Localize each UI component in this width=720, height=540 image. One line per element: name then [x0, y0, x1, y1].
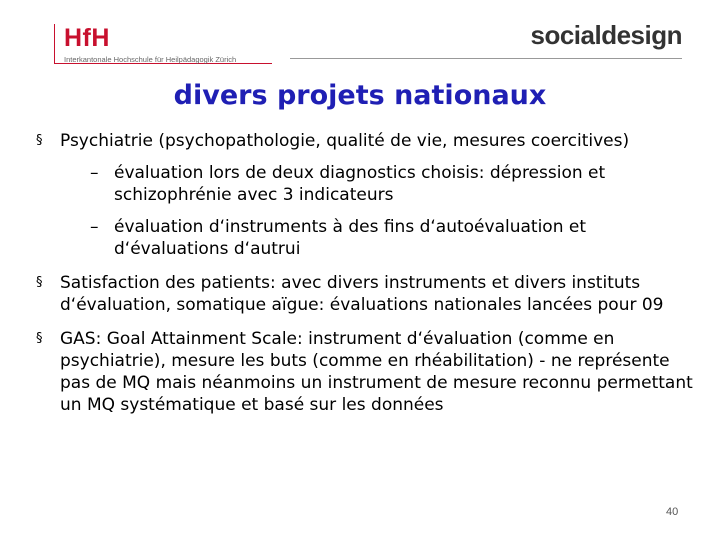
slide-title: divers projets nationaux [173, 80, 547, 111]
bullet-item [36, 130, 696, 260]
bullet-marker: § [36, 331, 43, 346]
hfh-logo [64, 24, 324, 64]
left-logo-vertical-rule [54, 24, 55, 64]
bullet-item [36, 328, 696, 416]
bullet-marker: § [36, 275, 43, 290]
bullet-item [36, 272, 696, 316]
dash-marker: – [90, 163, 99, 183]
sub-bullet-text: évaluation lors de deux diagnostics choisis: dépression et schizophrénie avec 3 indicateurs [114, 163, 606, 205]
dash-marker: – [90, 217, 99, 237]
bullet-text: Satisfaction des patients: avec divers instruments et divers instituts d‘évaluation, somatique aïgue: évaluations nationales lancées pour 09 [60, 273, 664, 315]
bullet-marker: § [36, 133, 43, 148]
bullet-text: Psychiatrie (psychopathologie, qualité de vie, mesures coercitives) [60, 131, 630, 151]
sub-bullet-item [60, 162, 696, 206]
slide-content [36, 130, 696, 428]
socialdesign-logo: socialdesign [530, 20, 682, 50]
hfh-logo-text: HfH [64, 24, 110, 52]
bullet-text: GAS: Goal Attainment Scale: instrument d‘évaluation (comme en psychiatrie), mesure les buts (comme en rhéabilitation) - ne représente pas de MQ mais néanmoins un instrument de mesure reconnu permettant un MQ systématique et basé sur les données [60, 329, 693, 415]
sub-bullet-item [60, 216, 696, 260]
sub-bullet-text: évaluation d‘instruments à des fins d‘autoévaluation et d‘évaluations d‘autrui [114, 217, 586, 259]
page-number: 40 [666, 506, 679, 518]
header-divider [290, 58, 682, 59]
hfh-logo-subtitle: Interkantonale Hochschule für Heilpädagogik Zürich [64, 55, 237, 64]
